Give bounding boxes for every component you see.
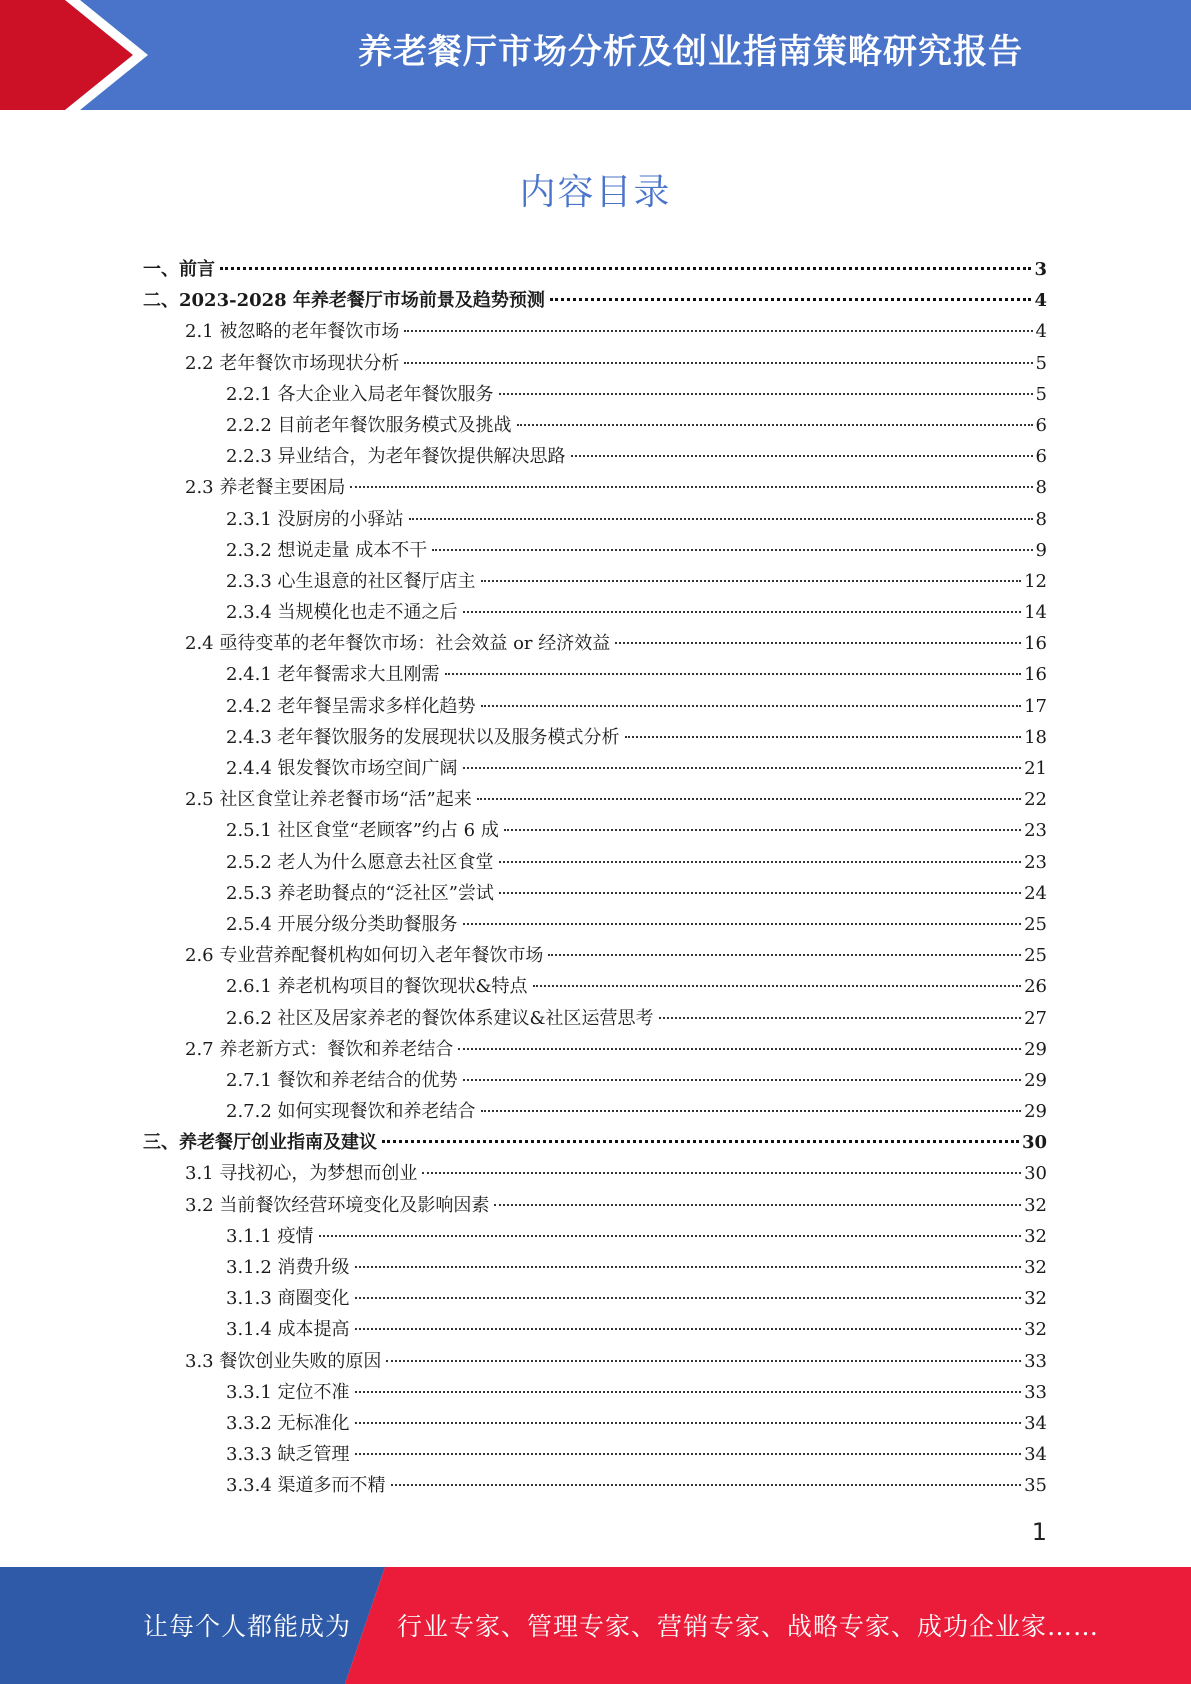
toc-entry-page: 4 [1035, 321, 1047, 343]
toc-entry-page: 6 [1035, 446, 1047, 468]
toc-dot-leader [517, 424, 1033, 426]
toc-entry-page: 6 [1035, 414, 1047, 436]
toc-dot-leader [463, 767, 1022, 769]
toc-dot-leader [350, 486, 1032, 488]
toc-entry-page: 32 [1024, 1257, 1047, 1278]
toc-dot-leader [550, 298, 1032, 301]
toc-dot-leader [355, 1453, 1022, 1455]
toc-entry[interactable] [143, 940, 1047, 971]
toc-entry-page: 32 [1024, 1225, 1047, 1247]
toc-entry-page: 3 [1034, 259, 1047, 280]
toc-dot-leader [463, 923, 1022, 925]
toc-dot-leader [499, 861, 1022, 863]
toc-dot-leader [504, 829, 1021, 831]
toc-entry-page: 5 [1035, 383, 1047, 405]
toc-entry-label: 3.1.2 消费升级 [226, 1257, 350, 1278]
toc-entry-label: 2.5.4 开展分级分类助餐服务 [226, 913, 458, 935]
toc-entry-page: 34 [1024, 1412, 1047, 1434]
toc-dot-leader [615, 642, 1021, 644]
toc-dot-leader [355, 1391, 1022, 1393]
toc-entry-page: 29 [1024, 1038, 1047, 1060]
toc-entry-page: 23 [1024, 820, 1047, 842]
toc-entry-label: 3.2 当前餐饮经营环境变化及影响因素 [185, 1194, 490, 1216]
toc-entry[interactable] [143, 815, 1047, 846]
toc-entry-label: 三、养老餐厅创业指南及建议 [143, 1132, 377, 1154]
toc-entry-label: 2.3.4 当规模化也走不通之后 [226, 602, 458, 624]
toc-entry-label: 2.4.4 银发餐饮市场空间广阔 [226, 758, 458, 779]
toc-entry[interactable] [143, 971, 1047, 1002]
toc-dot-leader [382, 1140, 1019, 1143]
header-chevron-decoration [0, 0, 160, 110]
toc-entry[interactable] [143, 1377, 1047, 1408]
toc-entry-page: 16 [1024, 664, 1047, 686]
toc-entry[interactable] [143, 472, 1047, 503]
toc-entry-label: 2.2 老年餐饮市场现状分析 [185, 352, 400, 374]
toc-entry[interactable] [143, 316, 1047, 347]
toc-entry[interactable] [143, 1283, 1047, 1314]
toc-entry[interactable] [143, 628, 1047, 659]
toc-entry-label: 3.3.2 无标准化 [226, 1412, 350, 1434]
toc-entry[interactable] [143, 535, 1047, 566]
toc-dot-leader [432, 549, 1032, 551]
toc-dot-leader [404, 330, 1032, 332]
toc-entry-label: 2.2.1 各大企业入局老年餐饮服务 [226, 383, 494, 405]
footer-banner [0, 1567, 1191, 1684]
toc-entry-page: 23 [1024, 851, 1047, 873]
toc-entry[interactable] [143, 285, 1047, 316]
toc-entry-label: 2.3.3 心生退意的社区餐厅店主 [226, 570, 476, 592]
toc-entry[interactable] [143, 566, 1047, 597]
toc-entry[interactable] [143, 1221, 1047, 1252]
toc-entry-page: 17 [1024, 695, 1047, 717]
toc-entry-label: 2.5.3 养老助餐点的“泛社区”尝试 [226, 882, 494, 904]
toc-entry-page: 33 [1024, 1350, 1047, 1372]
toc-entry-page: 5 [1035, 352, 1047, 374]
toc-entry-label: 2.5.2 老人为什么愿意去社区食堂 [226, 851, 494, 873]
toc-entry[interactable] [143, 1439, 1047, 1470]
toc-dot-leader [355, 1328, 1022, 1330]
toc-entry[interactable] [143, 1003, 1047, 1034]
toc-entry-page: 16 [1024, 633, 1047, 655]
toc-dot-leader [481, 705, 1022, 707]
toc-dot-leader [499, 393, 1033, 395]
toc-entry[interactable] [143, 909, 1047, 940]
toc-entry-label: 3.1.4 成本提高 [226, 1319, 350, 1341]
toc-entry-page: 32 [1024, 1319, 1047, 1341]
page-number: 1 [1031, 1518, 1047, 1546]
toc-entry-label: 2.3.2 想说走量 成本不干 [226, 539, 428, 561]
toc-entry[interactable] [143, 1470, 1047, 1501]
toc-entry-label: 2.7 养老新方式：餐饮和养老结合 [185, 1038, 454, 1060]
toc-entry-label: 2.5.1 社区食堂“老顾客”约占 6 成 [226, 820, 499, 842]
toc-dot-leader [481, 580, 1022, 582]
toc-entry[interactable] [143, 1252, 1047, 1283]
toc-entry-page: 22 [1024, 789, 1047, 811]
footer-slogan-left: 让每个人都能成为 [143, 1612, 352, 1641]
toc-entry-page: 30 [1021, 1132, 1047, 1154]
toc-entry-label: 3.3.4 渠道多而不精 [226, 1475, 386, 1497]
toc-entry-label: 2.4.2 老年餐呈需求多样化趋势 [226, 695, 476, 717]
toc-entry[interactable] [143, 1408, 1047, 1439]
toc-entry-page: 29 [1024, 1069, 1047, 1091]
toc-dot-leader [355, 1422, 1022, 1424]
toc-entry-page: 24 [1024, 882, 1047, 904]
toc-entry-label: 2.6 专业营养配餐机构如何切入老年餐饮市场 [185, 945, 544, 967]
toc-entry-page: 29 [1024, 1101, 1047, 1123]
toc-entry[interactable] [143, 722, 1047, 753]
toc-entry-label: 2.2.2 目前老年餐饮服务模式及挑战 [226, 414, 512, 436]
toc-entry-label: 2.4 亟待变革的老年餐饮市场：社会效益 or 经济效益 [185, 633, 611, 655]
toc-entry[interactable] [143, 1127, 1047, 1158]
toc-entry-label: 2.7.2 如何实现餐饮和养老结合 [226, 1101, 476, 1123]
toc-entry[interactable] [143, 847, 1047, 878]
toc-entry-label: 2.3.1 没厨房的小驿站 [226, 508, 404, 530]
toc-dot-leader [659, 1017, 1022, 1019]
toc-entry-page: 18 [1024, 726, 1047, 748]
toc-dot-leader [625, 736, 1022, 738]
toc-dot-leader [386, 1360, 1021, 1362]
toc-dot-leader [463, 1079, 1022, 1081]
toc-entry-page: 33 [1024, 1381, 1047, 1403]
toc-entry-page: 21 [1024, 758, 1047, 779]
toc-dot-leader [477, 798, 1021, 800]
toc-entry-page: 12 [1024, 570, 1047, 592]
toc-entry-label: 2.5 社区食堂让养老餐市场“活”起来 [185, 789, 472, 811]
toc-entry-label: 3.1.1 疫情 [226, 1225, 314, 1247]
toc-dot-leader [571, 455, 1033, 457]
toc-dot-leader [458, 1048, 1021, 1050]
toc-entry[interactable] [143, 659, 1047, 690]
toc-entry-label: 3.3.1 定位不准 [226, 1381, 350, 1403]
toc-entry-page: 9 [1035, 539, 1047, 561]
toc-entry-page: 32 [1024, 1194, 1047, 1216]
toc-entry[interactable] [143, 878, 1047, 909]
toc-entry-page: 26 [1024, 976, 1047, 998]
toc-entry-label: 2.4.1 老年餐需求大且刚需 [226, 664, 440, 686]
toc-entry[interactable] [143, 441, 1047, 472]
toc-dot-leader [220, 267, 1031, 270]
toc-entry[interactable] [143, 1158, 1047, 1189]
footer-slogan-right: 行业专家、管理专家、营销专家、战略专家、成功企业家…… [397, 1612, 1100, 1641]
toc-dot-leader [499, 892, 1021, 894]
toc-entry-label: 3.1.3 商圈变化 [226, 1288, 350, 1310]
toc-entry[interactable] [143, 254, 1047, 285]
toc-entry[interactable] [143, 691, 1047, 722]
toc-entry[interactable] [143, 410, 1047, 441]
toc-entry-label: 3.3 餐饮创业失败的原因 [185, 1350, 382, 1372]
toc-entry-label: 2.4.3 老年餐饮服务的发展现状以及服务模式分析 [226, 726, 620, 748]
toc-entry-page: 4 [1034, 290, 1047, 312]
toc-entry-label: 2.7.1 餐饮和养老结合的优势 [226, 1069, 458, 1091]
toc-dot-leader [404, 362, 1032, 364]
report-title: 养老餐厅市场分析及创业指南策略研究报告 [358, 32, 1023, 72]
toc-entry[interactable] [143, 597, 1047, 628]
toc-heading: 内容目录 [519, 172, 672, 213]
toc-dot-leader [548, 954, 1021, 956]
toc-entry-page: 14 [1024, 602, 1047, 624]
toc-entry[interactable] [143, 1346, 1047, 1377]
toc-entry-page: 35 [1024, 1475, 1047, 1497]
toc-entry[interactable] [143, 1314, 1047, 1345]
toc-entry[interactable] [143, 1096, 1047, 1127]
toc-entry-label: 一、前言 [143, 259, 215, 280]
toc-dot-leader [494, 1204, 1021, 1206]
toc-dot-leader [481, 1110, 1022, 1112]
toc-entry-label: 二、2023-2028 年养老餐厅市场前景及趋势预测 [143, 290, 545, 312]
toc-dot-leader [422, 1172, 1021, 1174]
toc-entry-page: 8 [1035, 508, 1047, 530]
toc-entry-label: 2.2.3 异业结合，为老年餐饮提供解决思路 [226, 446, 566, 468]
toc-entry-page: 30 [1024, 1163, 1047, 1185]
toc-dot-leader [409, 518, 1033, 520]
toc-entry[interactable] [143, 379, 1047, 410]
toc-dot-leader [533, 985, 1022, 987]
toc-entry-label: 3.1 寻找初心，为梦想而创业 [185, 1163, 418, 1185]
toc-entry[interactable] [143, 784, 1047, 815]
header-banner [0, 0, 1191, 110]
toc-dot-leader [391, 1484, 1022, 1486]
toc-entry-label: 2.3 养老餐主要困局 [185, 477, 346, 499]
toc-entry[interactable] [143, 753, 1047, 784]
toc-entry-page: 25 [1024, 913, 1047, 935]
toc-dot-leader [445, 673, 1022, 675]
toc-dot-leader [463, 611, 1022, 613]
toc-entry-page: 27 [1024, 1007, 1047, 1029]
toc-entry-page: 34 [1024, 1444, 1047, 1466]
toc-entry-page: 32 [1024, 1288, 1047, 1310]
toc-entry[interactable] [143, 504, 1047, 535]
toc-dot-leader [319, 1235, 1022, 1237]
toc-entry[interactable] [143, 348, 1047, 379]
toc-entry-label: 3.3.3 缺乏管理 [226, 1444, 350, 1466]
toc-entry-label: 2.6.1 养老机构项目的餐饮现状&特点 [226, 976, 528, 998]
toc-entry-page: 25 [1024, 945, 1047, 967]
table-of-contents [143, 254, 1047, 1502]
toc-entry-label: 2.6.2 社区及居家养老的餐饮体系建议&社区运营思考 [226, 1007, 654, 1029]
toc-dot-leader [355, 1297, 1022, 1299]
toc-entry[interactable] [143, 1034, 1047, 1065]
toc-entry-page: 8 [1035, 477, 1047, 499]
toc-entry-label: 2.1 被忽略的老年餐饮市场 [185, 321, 400, 343]
toc-entry[interactable] [143, 1065, 1047, 1096]
toc-entry[interactable] [143, 1190, 1047, 1221]
toc-dot-leader [355, 1266, 1022, 1268]
